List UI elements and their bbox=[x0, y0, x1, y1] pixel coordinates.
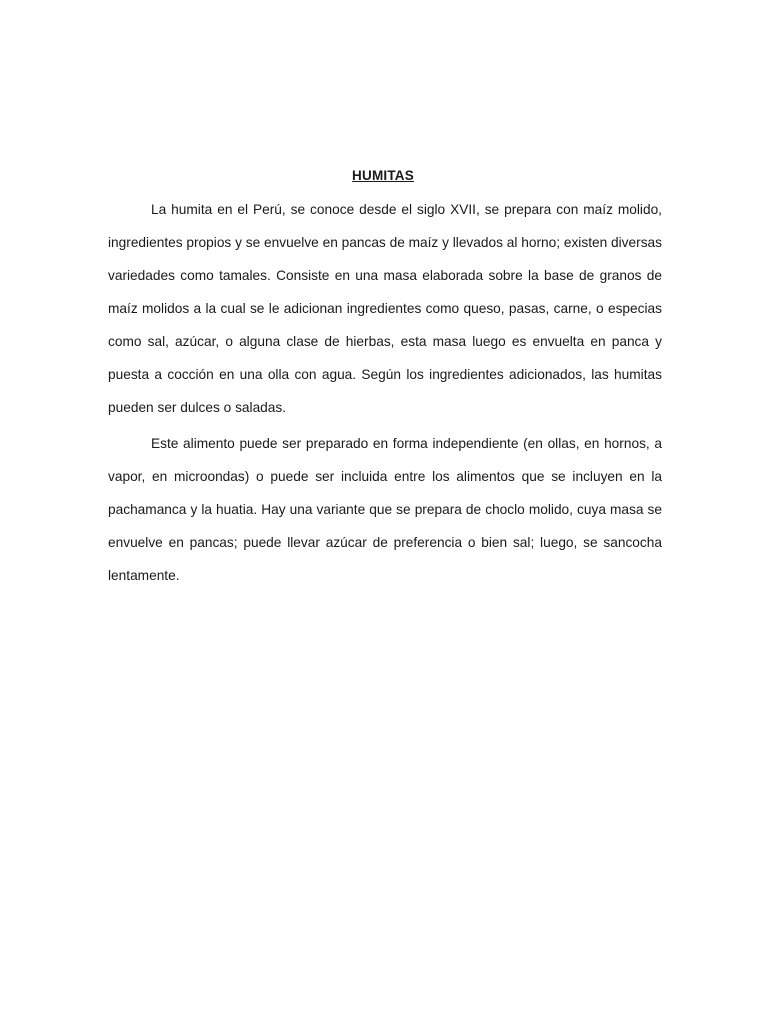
paragraph-1-text: La humita en el Perú, se conoce desde el siglo XVII, se prepara con maíz molido, ingredientes propios y se envuelve en pancas de maíz y llevados al horno; existen diversas variedades como tamales. Consiste en una masa elaborada sobre la base de granos de maíz molidos a la cual se le adicionan ingredientes como queso, pasas, carne, o especias como sal, azúcar, o alguna clase de hierbas, esta masa luego es envuelta en panca y puesta a cocción en una olla con agua. Según los ingredientes adicionados, las humitas pueden ser dulces o saladas. bbox=[108, 202, 662, 415]
paragraph-1 bbox=[108, 193, 662, 424]
paragraph-2-text: Este alimento puede ser preparado en forma independiente (en ollas, en hornos, a vapor, en microondas) o puede ser incluida entre los alimentos que se incluyen en la pachamanca y la huatia. Hay una variante que se prepara de choclo molido, cuya masa se envuelve en pancas; puede llevar azúcar de preferencia o bien sal; luego, se sancocha lentamente. bbox=[108, 436, 662, 583]
document-title: HUMITAS bbox=[352, 168, 414, 183]
paragraph-2 bbox=[108, 427, 662, 592]
